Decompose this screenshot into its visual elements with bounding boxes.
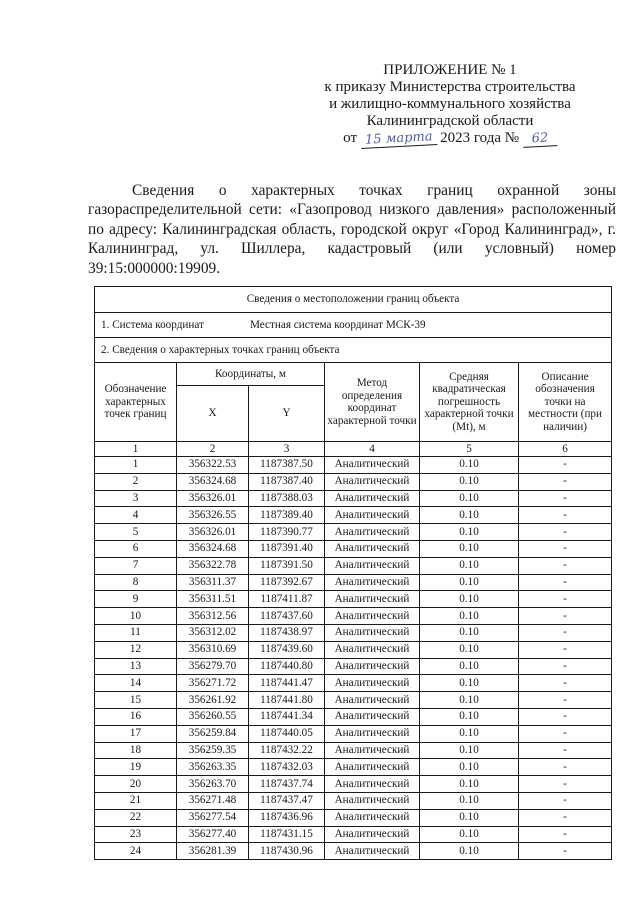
error-cell: 0.10 xyxy=(420,591,519,608)
y-coordinate-cell: 1187391.40 xyxy=(249,540,325,557)
intro-paragraph xyxy=(88,181,616,278)
error-cell: 0.10 xyxy=(420,524,519,541)
method-cell: Аналитический xyxy=(325,776,420,793)
points-section-label: 2. Сведения о характерных точках границ объекта xyxy=(95,338,612,363)
description-cell: - xyxy=(519,809,612,826)
error-cell: 0.10 xyxy=(420,809,519,826)
point-id-cell: 4 xyxy=(95,507,177,524)
method-cell: Аналитический xyxy=(325,809,420,826)
method-cell: Аналитический xyxy=(325,507,420,524)
year-text: 2023 года № xyxy=(440,130,520,146)
table-row xyxy=(95,725,612,742)
point-id-cell: 7 xyxy=(95,557,177,574)
x-coordinate-cell: 356322.78 xyxy=(177,557,249,574)
x-coordinate-cell: 356326.01 xyxy=(177,524,249,541)
error-cell: 0.10 xyxy=(420,826,519,843)
point-id-cell: 13 xyxy=(95,658,177,675)
x-coordinate-cell: 356277.54 xyxy=(177,809,249,826)
x-coordinate-cell: 356312.56 xyxy=(177,608,249,625)
column-number: 4 xyxy=(325,442,420,457)
appendix-line-housing: и жилищно-коммунального хозяйства xyxy=(329,96,571,112)
error-cell: 0.10 xyxy=(420,658,519,675)
point-id-cell: 15 xyxy=(95,692,177,709)
appendix-date-line xyxy=(300,130,600,147)
point-id-cell: 2 xyxy=(95,473,177,490)
point-id-cell: 1 xyxy=(95,457,177,474)
method-cell: Аналитический xyxy=(325,574,420,591)
method-cell: Аналитический xyxy=(325,608,420,625)
y-coordinate-cell: 1187439.60 xyxy=(249,641,325,658)
error-cell: 0.10 xyxy=(420,608,519,625)
description-cell: - xyxy=(519,692,612,709)
x-coordinate-cell: 356326.55 xyxy=(177,507,249,524)
table-row xyxy=(95,457,612,474)
method-cell: Аналитический xyxy=(325,641,420,658)
method-cell: Аналитический xyxy=(325,843,420,860)
x-coordinate-cell: 356263.35 xyxy=(177,759,249,776)
column-number: 5 xyxy=(420,442,519,457)
y-coordinate-cell: 1187392.67 xyxy=(249,574,325,591)
point-id-cell: 22 xyxy=(95,809,177,826)
method-cell: Аналитический xyxy=(325,675,420,692)
method-cell: Аналитический xyxy=(325,624,420,641)
x-coordinate-cell: 356310.69 xyxy=(177,641,249,658)
x-coordinate-cell: 356311.37 xyxy=(177,574,249,591)
point-id-cell: 6 xyxy=(95,540,177,557)
table-row xyxy=(95,692,612,709)
method-cell: Аналитический xyxy=(325,524,420,541)
table-row xyxy=(95,641,612,658)
appendix-title: ПРИЛОЖЕНИЕ № 1 xyxy=(383,62,517,78)
x-coordinate-cell: 356263.70 xyxy=(177,776,249,793)
table-row xyxy=(95,608,612,625)
x-coordinate-cell: 356322.53 xyxy=(177,457,249,474)
description-cell: - xyxy=(519,759,612,776)
x-coordinate-cell: 356312.02 xyxy=(177,624,249,641)
y-coordinate-cell: 1187438.97 xyxy=(249,624,325,641)
x-coordinate-cell: 356271.72 xyxy=(177,675,249,692)
y-coordinate-cell: 1187436.96 xyxy=(249,809,325,826)
header-y: Y xyxy=(249,386,325,442)
error-cell: 0.10 xyxy=(420,843,519,860)
coordinate-system-label: 1. Система координат xyxy=(101,318,204,331)
description-cell: - xyxy=(519,524,612,541)
table-row xyxy=(95,809,612,826)
x-coordinate-cell: 356324.68 xyxy=(177,473,249,490)
table-row xyxy=(95,675,612,692)
column-number: 1 xyxy=(95,442,177,457)
y-coordinate-cell: 1187437.60 xyxy=(249,608,325,625)
point-id-cell: 14 xyxy=(95,675,177,692)
error-cell: 0.10 xyxy=(420,574,519,591)
table-row xyxy=(95,524,612,541)
table-row xyxy=(95,708,612,725)
handwritten-date: 15 марта xyxy=(360,129,436,149)
intro-text: Сведения о характерных точках границ охранной зоны газораспределительной сети: «Газопровод низкого давления» расположенный по адресу: Калининградская область, городской округ «Город Калининград», г. Калининград, ул. Шиллера, кадастровый (или условный) номер 39:15:000000:19909. xyxy=(88,182,616,277)
method-cell: Аналитический xyxy=(325,725,420,742)
description-cell: - xyxy=(519,507,612,524)
column-number: 3 xyxy=(249,442,325,457)
y-coordinate-cell: 1187440.05 xyxy=(249,725,325,742)
column-numbers-row xyxy=(95,442,612,457)
description-cell: - xyxy=(519,675,612,692)
description-cell: - xyxy=(519,574,612,591)
method-cell: Аналитический xyxy=(325,692,420,709)
description-cell: - xyxy=(519,490,612,507)
method-cell: Аналитический xyxy=(325,742,420,759)
description-cell: - xyxy=(519,776,612,793)
point-id-cell: 24 xyxy=(95,843,177,860)
point-id-cell: 12 xyxy=(95,641,177,658)
method-cell: Аналитический xyxy=(325,708,420,725)
description-cell: - xyxy=(519,658,612,675)
table-row xyxy=(95,776,612,793)
description-cell: - xyxy=(519,641,612,658)
error-cell: 0.10 xyxy=(420,675,519,692)
description-cell: - xyxy=(519,826,612,843)
error-cell: 0.10 xyxy=(420,490,519,507)
boundary-points-table xyxy=(94,286,612,860)
table-row xyxy=(95,473,612,490)
y-coordinate-cell: 1187431.15 xyxy=(249,826,325,843)
table-row xyxy=(95,574,612,591)
method-cell: Аналитический xyxy=(325,759,420,776)
table-row xyxy=(95,658,612,675)
error-cell: 0.10 xyxy=(420,540,519,557)
point-id-cell: 5 xyxy=(95,524,177,541)
point-id-cell: 18 xyxy=(95,742,177,759)
header-point: Обозначение характерных точек границ xyxy=(95,363,177,442)
point-id-cell: 3 xyxy=(95,490,177,507)
error-cell: 0.10 xyxy=(420,725,519,742)
table-row xyxy=(95,843,612,860)
appendix-header xyxy=(300,62,600,147)
y-coordinate-cell: 1187437.74 xyxy=(249,776,325,793)
coordinate-system-value: Местная система координат МСК-39 xyxy=(249,318,426,331)
x-coordinate-cell: 356277.40 xyxy=(177,826,249,843)
point-id-cell: 9 xyxy=(95,591,177,608)
coordinate-system-row xyxy=(95,313,612,338)
point-id-cell: 16 xyxy=(95,708,177,725)
table-row xyxy=(95,540,612,557)
point-id-cell: 8 xyxy=(95,574,177,591)
y-coordinate-cell: 1187432.22 xyxy=(249,742,325,759)
error-cell: 0.10 xyxy=(420,557,519,574)
x-coordinate-cell: 356259.84 xyxy=(177,725,249,742)
description-cell: - xyxy=(519,591,612,608)
header-x: X xyxy=(177,386,249,442)
y-coordinate-cell: 1187430.96 xyxy=(249,843,325,860)
header-method: Метод определения координат характерной точки xyxy=(325,363,420,442)
error-cell: 0.10 xyxy=(420,624,519,641)
error-cell: 0.10 xyxy=(420,759,519,776)
x-coordinate-cell: 356311.51 xyxy=(177,591,249,608)
table-row xyxy=(95,742,612,759)
y-coordinate-cell: 1187387.40 xyxy=(249,473,325,490)
point-id-cell: 19 xyxy=(95,759,177,776)
error-cell: 0.10 xyxy=(420,742,519,759)
y-coordinate-cell: 1187440.80 xyxy=(249,658,325,675)
y-coordinate-cell: 1187432.03 xyxy=(249,759,325,776)
table-row xyxy=(95,557,612,574)
method-cell: Аналитический xyxy=(325,792,420,809)
description-cell: - xyxy=(519,624,612,641)
column-number: 2 xyxy=(177,442,249,457)
table-row xyxy=(95,759,612,776)
table-row xyxy=(95,826,612,843)
error-cell: 0.10 xyxy=(420,708,519,725)
description-cell: - xyxy=(519,792,612,809)
point-id-cell: 21 xyxy=(95,792,177,809)
method-cell: Аналитический xyxy=(325,490,420,507)
description-cell: - xyxy=(519,843,612,860)
error-cell: 0.10 xyxy=(420,692,519,709)
table-title: Сведения о местоположении границ объекта xyxy=(95,287,612,313)
x-coordinate-cell: 356326.01 xyxy=(177,490,249,507)
description-cell: - xyxy=(519,557,612,574)
point-id-cell: 11 xyxy=(95,624,177,641)
x-coordinate-cell: 356324.68 xyxy=(177,540,249,557)
method-cell: Аналитический xyxy=(325,473,420,490)
point-id-cell: 20 xyxy=(95,776,177,793)
error-cell: 0.10 xyxy=(420,641,519,658)
point-id-cell: 23 xyxy=(95,826,177,843)
error-cell: 0.10 xyxy=(420,473,519,490)
column-number: 6 xyxy=(519,442,612,457)
error-cell: 0.10 xyxy=(420,507,519,524)
method-cell: Аналитический xyxy=(325,658,420,675)
description-cell: - xyxy=(519,457,612,474)
description-cell: - xyxy=(519,725,612,742)
table-row xyxy=(95,591,612,608)
method-cell: Аналитический xyxy=(325,826,420,843)
description-cell: - xyxy=(519,473,612,490)
table-row xyxy=(95,624,612,641)
error-cell: 0.10 xyxy=(420,792,519,809)
point-id-cell: 17 xyxy=(95,725,177,742)
y-coordinate-cell: 1187441.80 xyxy=(249,692,325,709)
method-cell: Аналитический xyxy=(325,457,420,474)
header-error: Средняя квадратическая погрешность характерной точки (Mt), м xyxy=(420,363,519,442)
method-cell: Аналитический xyxy=(325,557,420,574)
from-word: от xyxy=(343,130,358,146)
x-coordinate-cell: 356259.35 xyxy=(177,742,249,759)
error-cell: 0.10 xyxy=(420,457,519,474)
header-description: Описание обозначения точки на местности (при наличии) xyxy=(519,363,612,442)
y-coordinate-cell: 1187411.87 xyxy=(249,591,325,608)
y-coordinate-cell: 1187388.03 xyxy=(249,490,325,507)
appendix-line-region: Калининградской области xyxy=(366,113,534,129)
method-cell: Аналитический xyxy=(325,540,420,557)
x-coordinate-cell: 356271.48 xyxy=(177,792,249,809)
y-coordinate-cell: 1187441.34 xyxy=(249,708,325,725)
table-row xyxy=(95,792,612,809)
error-cell: 0.10 xyxy=(420,776,519,793)
description-cell: - xyxy=(519,742,612,759)
description-cell: - xyxy=(519,708,612,725)
y-coordinate-cell: 1187437.47 xyxy=(249,792,325,809)
y-coordinate-cell: 1187441.47 xyxy=(249,675,325,692)
x-coordinate-cell: 356261.92 xyxy=(177,692,249,709)
y-coordinate-cell: 1187389.40 xyxy=(249,507,325,524)
y-coordinate-cell: 1187390.77 xyxy=(249,524,325,541)
table-row xyxy=(95,490,612,507)
table-row xyxy=(95,507,612,524)
x-coordinate-cell: 356260.55 xyxy=(177,708,249,725)
description-cell: - xyxy=(519,540,612,557)
header-coords: Координаты, м xyxy=(177,363,325,386)
x-coordinate-cell: 356281.39 xyxy=(177,843,249,860)
y-coordinate-cell: 1187387.50 xyxy=(249,457,325,474)
y-coordinate-cell: 1187391.50 xyxy=(249,557,325,574)
appendix-line-ministry: к приказу Министерства строительства xyxy=(324,79,576,95)
handwritten-number: 62 xyxy=(522,130,557,148)
x-coordinate-cell: 356279.70 xyxy=(177,658,249,675)
point-id-cell: 10 xyxy=(95,608,177,625)
method-cell: Аналитический xyxy=(325,591,420,608)
description-cell: - xyxy=(519,608,612,625)
